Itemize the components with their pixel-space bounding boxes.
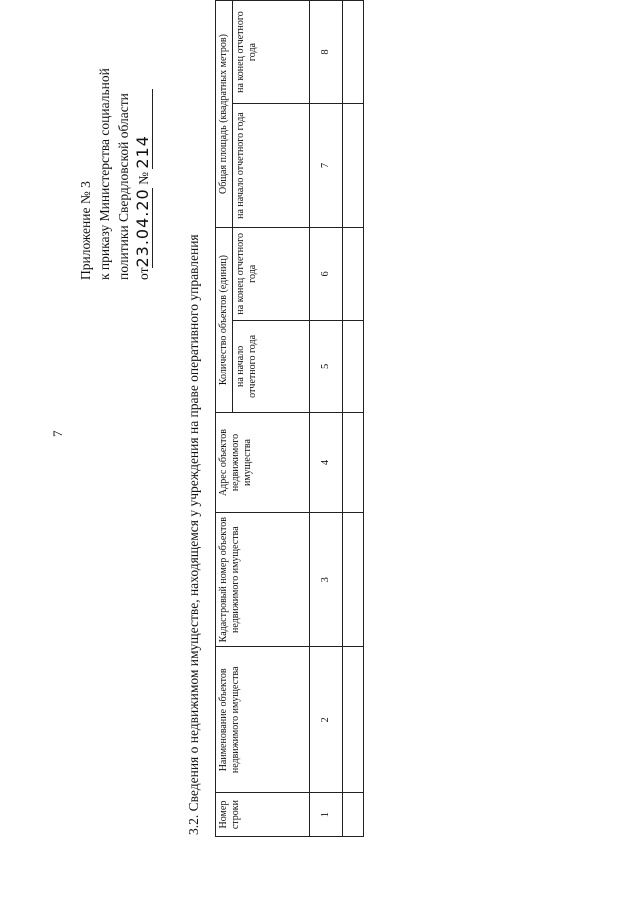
table-cell	[343, 793, 364, 837]
header-area-start: на начало отчетного года	[233, 104, 310, 228]
column-number: 5	[310, 320, 343, 413]
page-number: 7	[50, 430, 65, 437]
table-cell	[343, 320, 364, 413]
appendix-line-1: Приложение № 3	[78, 181, 93, 280]
appendix-line-3: политики Свердловской области	[116, 93, 131, 280]
header-area-end: на конец отчетного года	[233, 1, 310, 104]
column-number-row	[310, 1, 343, 837]
header-row-number: Номер строки	[216, 793, 310, 837]
appendix-number-label: №	[136, 172, 151, 185]
table-cell	[343, 512, 364, 647]
column-number: 7	[310, 104, 343, 228]
column-number: 2	[310, 647, 343, 793]
header-count-start: на начало отчетного года	[233, 320, 310, 413]
real-estate-table	[215, 0, 364, 837]
table-cell	[343, 104, 364, 228]
header-address: Адрес объектов недвижимого имущества	[216, 413, 310, 513]
column-number: 4	[310, 413, 343, 513]
appendix-date-handwritten: 23.04.20	[133, 188, 152, 268]
column-number: 6	[310, 228, 343, 321]
appendix-number-handwritten: 214	[133, 89, 153, 169]
appendix-block	[76, 20, 153, 280]
appendix-date-prefix: от	[136, 267, 151, 280]
header-cadastral: Кадастровый номер объектов недвижимого имущества	[216, 512, 310, 647]
header-area-group: Общая площадь (квадратных метров)	[216, 1, 233, 228]
column-number: 1	[310, 793, 343, 837]
table-cell	[343, 647, 364, 793]
empty-data-row	[343, 1, 364, 837]
column-number: 8	[310, 1, 343, 104]
column-number: 3	[310, 512, 343, 647]
header-name: Наименование объектов недвижимого имущества	[216, 647, 310, 793]
table-cell	[343, 413, 364, 513]
header-count-end: на конец отчетного года	[233, 228, 310, 321]
appendix-line-2: к приказу Министерства социальной	[97, 68, 112, 280]
table-cell	[343, 228, 364, 321]
section-title: 3.2. Сведения о недвижимом имуществе, находящемся у учреждения на праве оперативного управления	[186, 234, 201, 835]
header-count-group: Количество объектов (единиц)	[216, 228, 233, 413]
appendix-line-4	[133, 20, 153, 280]
table-cell	[343, 1, 364, 104]
